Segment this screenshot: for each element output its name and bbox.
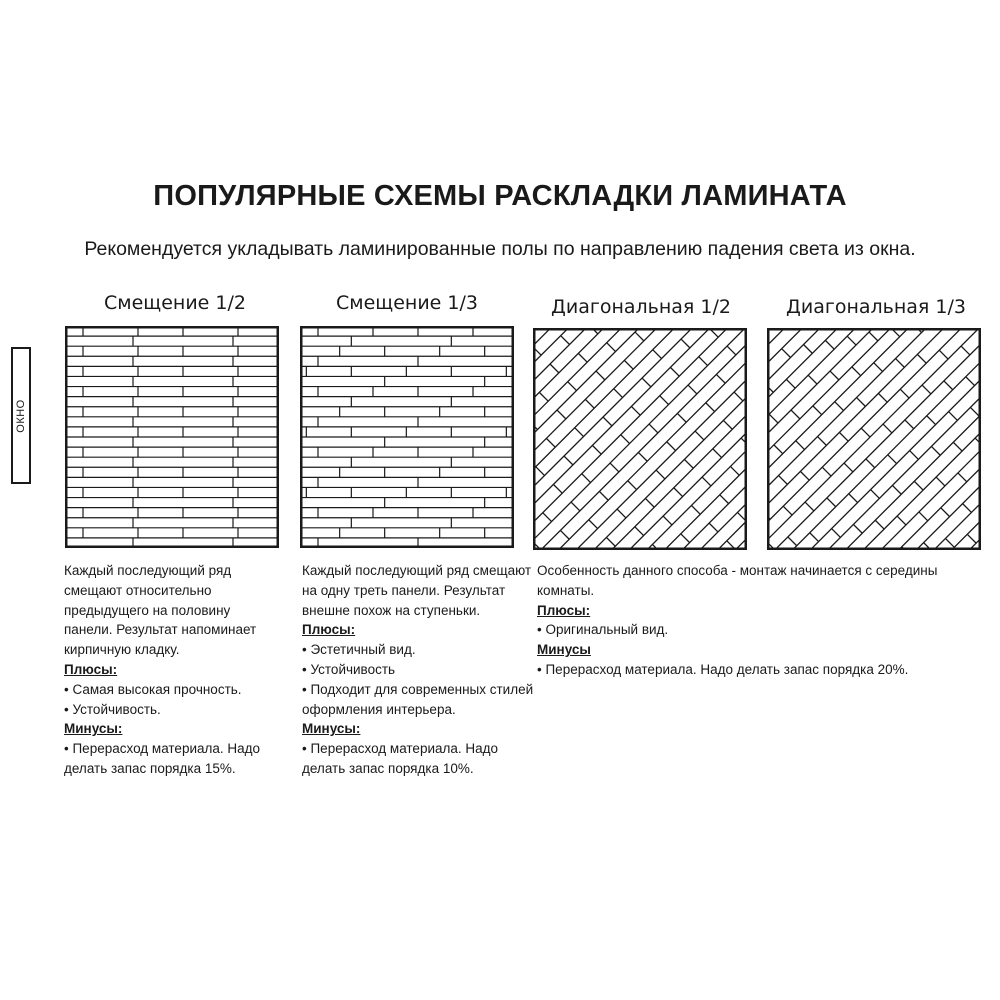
pros-item: • Оригинальный вид. [537,622,669,638]
pros-list [64,680,274,720]
pattern-offset-half [65,326,279,548]
diagonal-third-diagram [767,328,981,550]
cons-label: Минусы: [302,721,361,737]
window-marker [11,347,31,484]
pros-label: Плюсы: [537,602,591,618]
pros-item: • Устойчивость [302,661,396,677]
page-title: ПОПУЛЯРНЫЕ СХЕМЫ РАСКЛАДКИ ЛАМИНАТА [153,180,847,212]
pattern-diagonal-half [533,328,747,550]
cons-item: • Перерасход материала. Надо делать запас порядка 10%. [302,741,499,776]
page-subtitle: Рекомендуется укладывать ламинированные полы по направлению падения света из окна. [84,238,916,260]
pros-item: • Подходит для современных стилей оформления интерьера. [302,681,534,717]
description-text: Каждый последующий ряд смещают относительно предыдущего на половину панели. Результат напоминает кирпичную кладку. [64,563,257,658]
scheme-title-offset-third: Смещение 1/3 [336,292,478,314]
cons-item: • Перерасход материала. Надо делать запас порядка 15%. [64,741,261,776]
description-text: Каждый последующий ряд смещают на одну треть панели. Результат внешне похож на ступеньки. [302,563,532,618]
description-text: Особенность данного способа - монтаж начинается с середины комнаты. [537,563,938,598]
cons-list [302,739,534,779]
pattern-diagonal-third [767,328,981,550]
cons-list [537,660,962,680]
brick-third-diagram [300,326,514,548]
pros-list [302,640,534,719]
description-offset-third [302,561,534,779]
cons-label: Минусы: [64,721,123,737]
scheme-title-offset-half: Смещение 1/2 [104,292,246,314]
scheme-title-diagonal-third: Диагональная 1/3 [786,296,966,318]
pros-label: Плюсы: [302,622,356,638]
description-diagonal [537,561,962,680]
cons-item: • Перерасход материала. Надо делать запас порядка 20%. [537,661,909,677]
pros-label: Плюсы: [64,661,118,677]
scheme-title-diagonal-half: Диагональная 1/2 [551,296,731,318]
pros-item: • Эстетичный вид. [302,642,416,658]
pros-item: • Самая высокая прочность. [64,681,242,697]
brick-half-diagram [65,326,279,548]
diagonal-half-diagram [533,328,747,550]
cons-label: Минусы [537,642,591,658]
description-offset-half [64,561,274,779]
cons-list [64,739,274,779]
window-label: ОКНО [15,398,27,433]
pattern-offset-third [300,326,514,548]
pros-list [537,620,962,640]
pros-item: • Устойчивость. [64,701,161,717]
